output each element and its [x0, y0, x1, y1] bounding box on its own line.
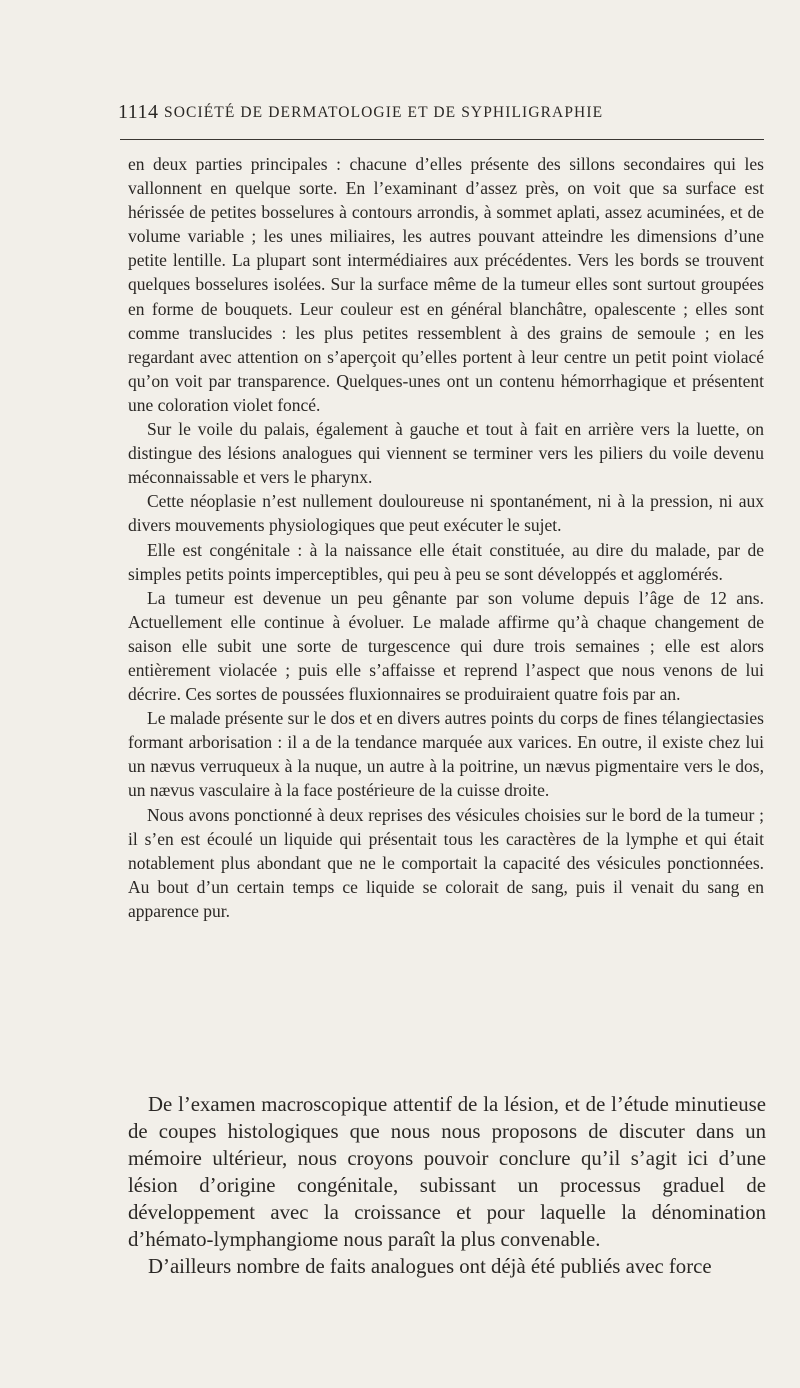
paragraph: en deux parties principales : chacune d’elles présente des sillons secondaires qui les vallonnent en quelque sorte. En l’examinant d’assez près, on voit que sa surface est hérissée de petites bosselures à contours arrondis, à sommet aplati, assez acuminées, et de volume variable ; les unes miliaires, les autres pouvant atteindre les dimensions d’une petite lentille. La plupart sont intermédiaires aux précédentes. Vers les bords se trouvent quelques bosselures isolées. Sur la surface même de la tumeur elles sont surtout groupées en forme de bouquets. Leur couleur est en général blanchâtre, opalescente ; elles sont comme translucides : les plus petites ressemblent à des grains de semoule ; en les regardant avec attention on s’aperçoit qu’elles portent à leur centre un petit point violacé qu’on voit par transparence. Quelques-unes ont un contenu hémorrhagique et présentent une coloration violet foncé.: [128, 154, 764, 415]
paragraph: D’ailleurs nombre de faits analogues ont déjà été publiés avec force: [148, 1255, 712, 1278]
body-text-large: [128, 1091, 766, 1280]
page-number: 1114: [118, 101, 159, 123]
paragraph: La tumeur est devenue un peu gênante par son volume depuis l’âge de 12 ans. Actuellement elle continue à évoluer. Le malade affirme qu’à chaque changement de saison elle subit une sorte de turgescence qui dure trois semaines ; elle est alors entièrement violacée ; puis elle s’affaisse et reprend l’aspect que nous venons de lui décrire. Ces sortes de poussées fluxionnaires se produiraient quatre fois par an.: [128, 587, 764, 705]
header-rule: [120, 139, 764, 140]
paragraph: Nous avons ponctionné à deux reprises des vésicules choisies sur le bord de la tumeur ; il s’en est écoulé un liquide qui présentait tous les caractères de la lymphe et qui était notablement plus abondant que ne le comportait la capacité des vésicules ponctionnées. Au bout d’un certain temps ce liquide se colorait de sang, puis il venait du sang en apparence pur.: [128, 804, 764, 921]
body-text-small: [128, 152, 764, 923]
paragraph: Elle est congénitale : à la naissance elle était constituée, au dire du malade, par de simples petits points imperceptibles, qui peu à peu se sont développés et agglomérés.: [128, 539, 764, 584]
page-header: [118, 101, 766, 131]
paragraph: Sur le voile du palais, également à gauche et tout à fait en arrière vers la luette, on distingue des lésions analogues qui viennent se terminer vers les piliers du voile devenu méconnaissable et vers le pharynx.: [128, 419, 764, 488]
paragraph: Le malade présente sur le dos et en divers autres points du corps de fines télangiectasies formant arborisation : il a de la tendance marquée aux varices. En outre, il existe chez lui un nævus verruqueux à la nuque, un autre à la poitrine, un nævus pigmentaire vers le dos, un nævus vasculaire à la face postérieure de la cuisse droite.: [128, 708, 764, 801]
paragraph: De l’examen macroscopique attentif de la lésion, et de l’étude minutieuse de coupes histologiques que nous nous proposons de discuter dans un mémoire ultérieur, nous croyons pouvoir conclure qu’il s’agit ici d’une lésion d’origine congénitale, subissant un processus graduel de développement avec la croissance et pour laquelle la dénomination d’hémato-lymphangiome nous paraît la plus convenable.: [128, 1093, 766, 1251]
running-title: SOCIÉTÉ DE DERMATOLOGIE ET DE SYPHILIGRAPHIE: [164, 104, 604, 121]
paragraph: Cette néoplasie n’est nullement douloureuse ni spontanément, ni à la pression, ni aux divers mouvements physiologiques que peut exécuter le sujet.: [128, 491, 764, 536]
